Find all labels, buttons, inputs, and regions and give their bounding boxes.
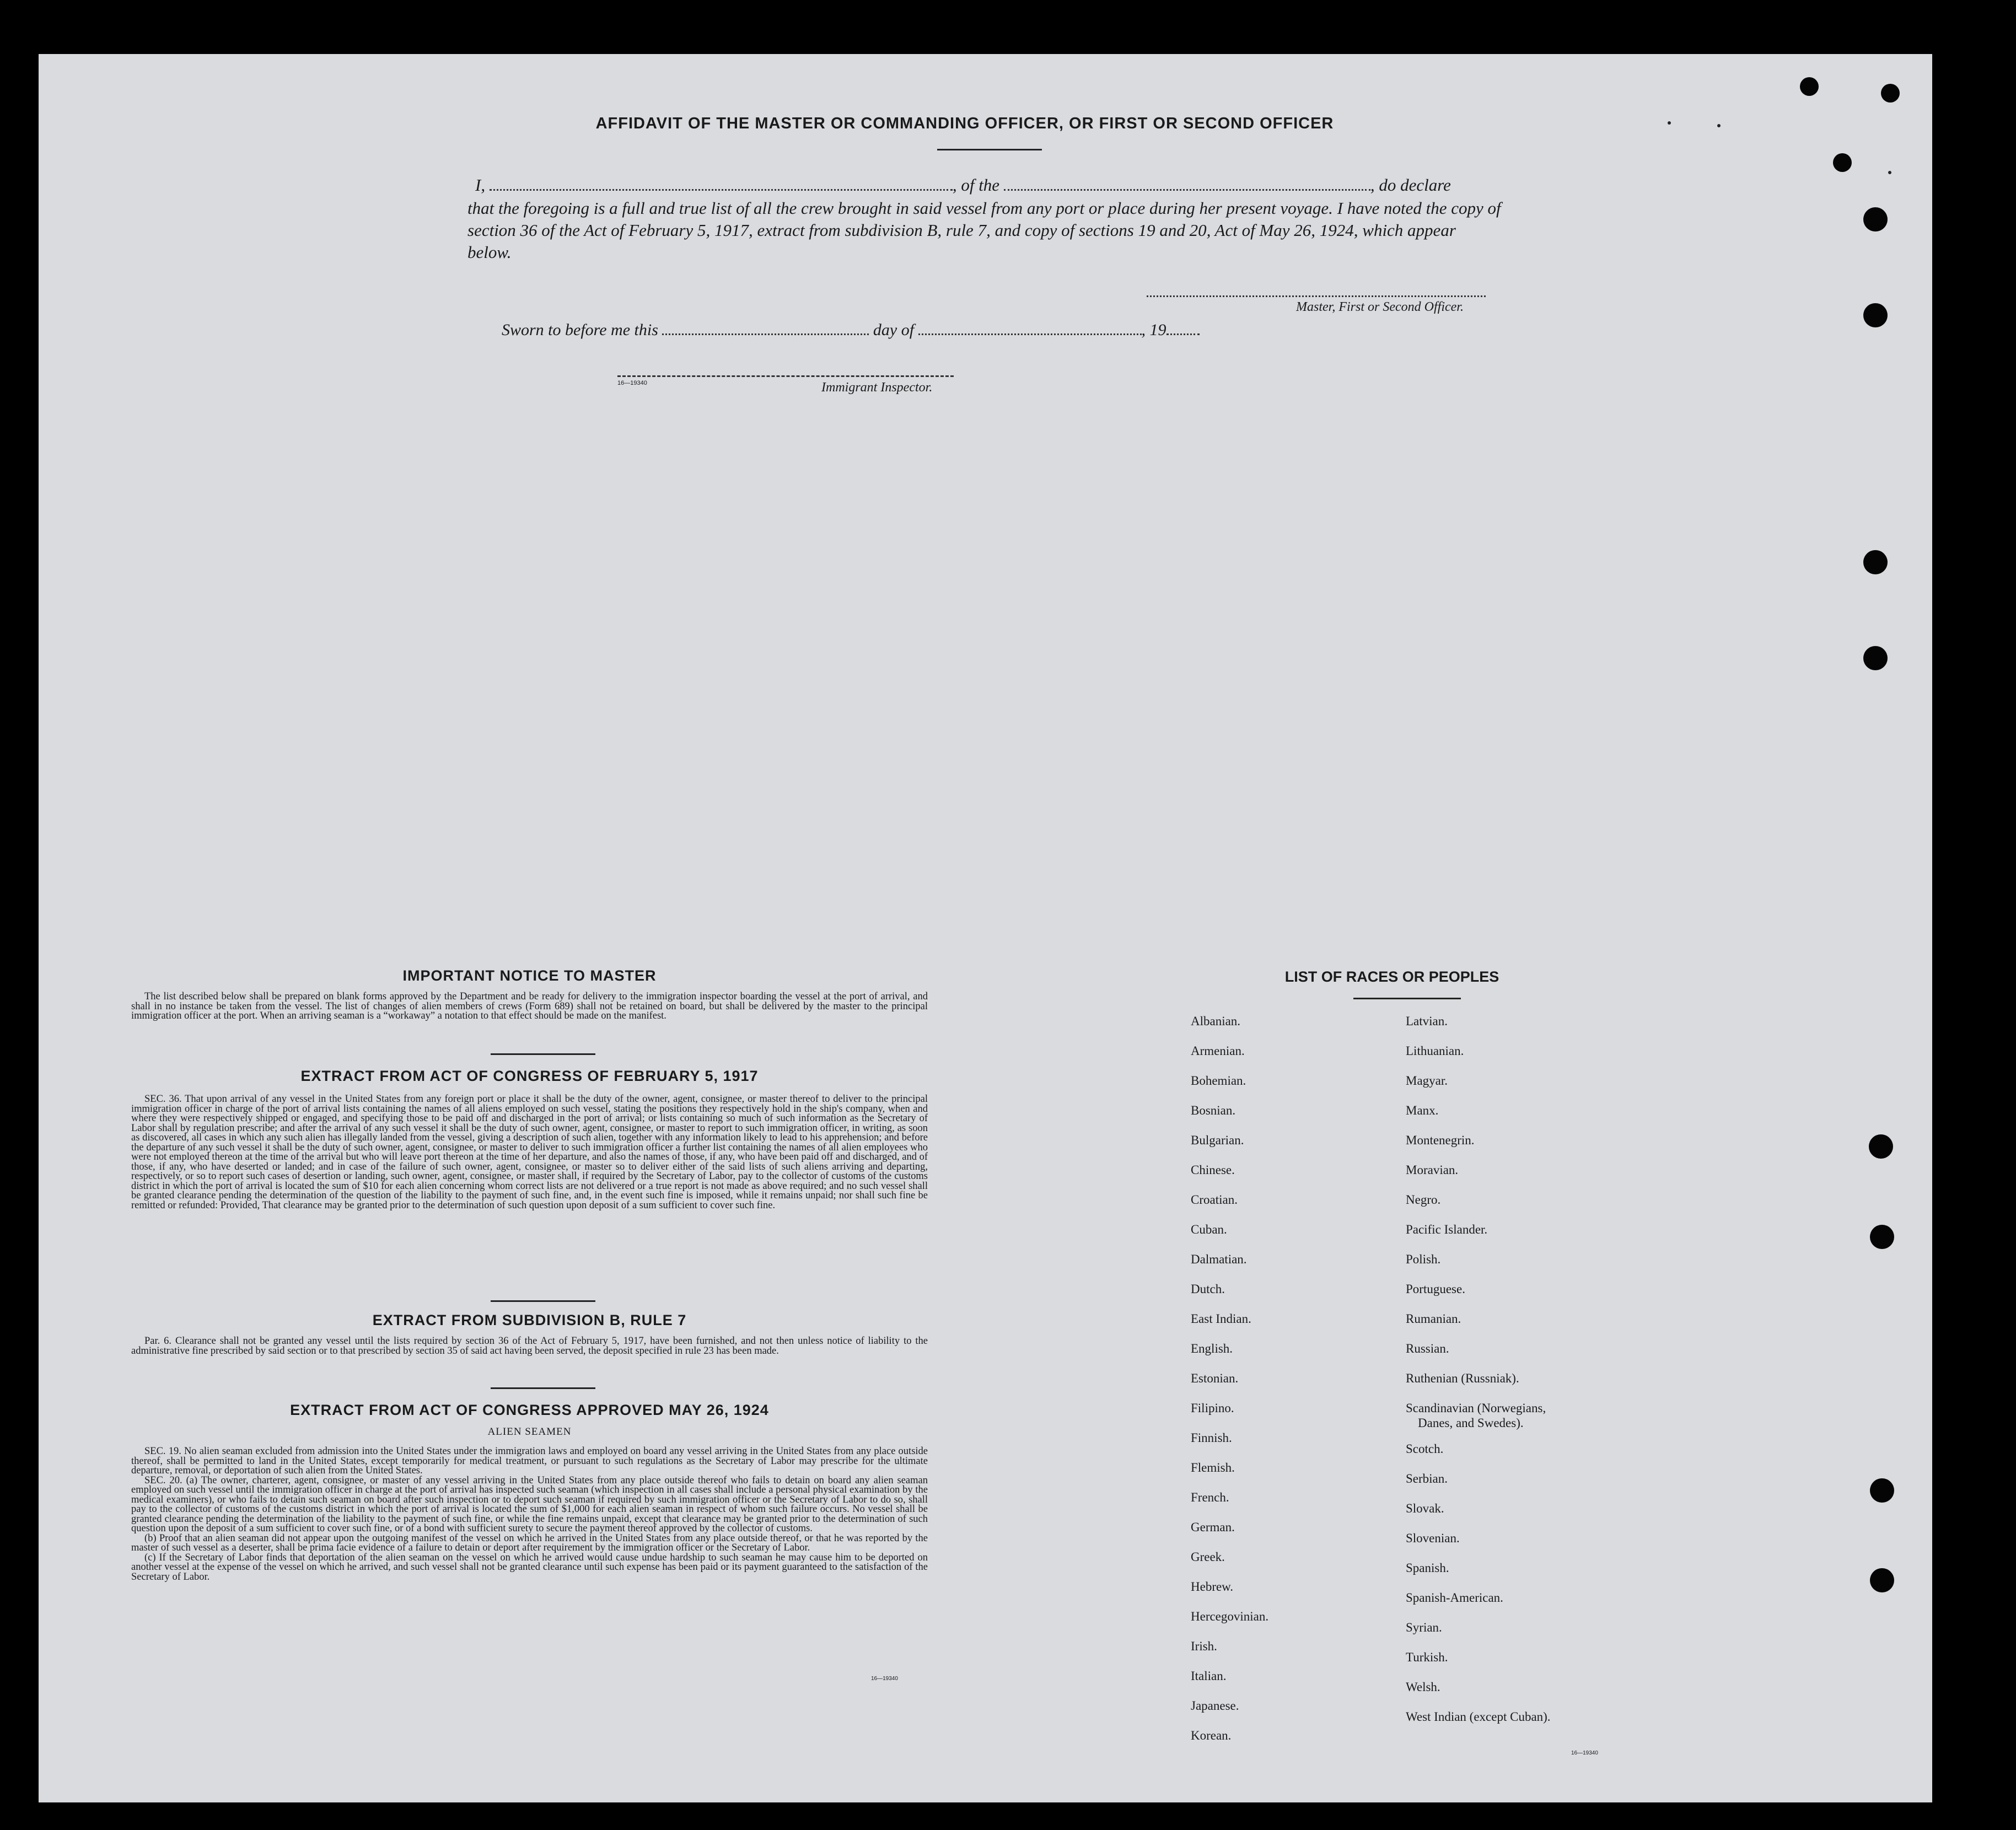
race-item: Pacific Islander. (1406, 1223, 1488, 1236)
declaration-text: that the foregoing is a full and true list of all the crew brought in said vessel from any port or place during her present voyage. I have noted the copy of section 36 of the Act of February 5, 1917, extract from subdivision B, rule 7, and copy of sections 19 and 20, Act of May 26, 1924, which appear below. (467, 198, 1501, 262)
race-item: Spanish-American. (1406, 1591, 1503, 1605)
punch-hole (1863, 646, 1888, 670)
punch-hole (1863, 550, 1888, 574)
declare-label: , do declare (1370, 175, 1451, 195)
race-item: Bohemian. (1191, 1074, 1246, 1088)
race-item: Finnish. (1191, 1431, 1232, 1445)
race-item: Scotch. (1406, 1442, 1444, 1456)
race-item: Magyar. (1406, 1074, 1448, 1088)
race-item: Danes, and Swedes). (1418, 1416, 1524, 1430)
race-item: Manx. (1406, 1104, 1439, 1117)
race-item: Rumanian. (1406, 1312, 1461, 1326)
sworn-prefix: Sworn to before me this (502, 321, 658, 339)
punch-hole (1863, 303, 1888, 327)
punch-hole (1833, 153, 1852, 172)
of-the-label: , of the (952, 175, 1000, 195)
race-item: Lithuanian. (1406, 1044, 1464, 1058)
section-divider (491, 1387, 595, 1389)
race-item: Turkish. (1406, 1650, 1448, 1664)
race-item: Russian. (1406, 1342, 1449, 1355)
sworn-line (502, 321, 1200, 340)
punch-hole (1800, 77, 1819, 96)
sec-20c-paragraph: (c) If the Secretary of Labor finds that deportation of the alien seaman on the vessel on which he arrived would cause undue hardship to such seaman he may cause him to be deported on another vessel at the expense of the vessel on which he arrived, and such vessel shall not be granted clearance until such expense has been paid or its payment guaranteed to the satisfaction of the Secretary of Labor. (131, 1552, 928, 1583)
punch-hole (1870, 1568, 1894, 1592)
race-item: Korean. (1191, 1729, 1232, 1742)
race-item: Moravian. (1406, 1163, 1459, 1177)
punch-hole (1870, 1225, 1894, 1249)
race-item: Bulgarian. (1191, 1133, 1244, 1147)
sworn-date-field[interactable] (662, 333, 869, 335)
sec-20b-paragraph: (b) Proof that an alien seaman did not appear upon the outgoing manifest of the vessel on which he arrived in the United States from any place outside thereof, or that he was reported by the master of such vessel as a deserter, shall be prima facie evidence of a failure to detain or deport after requirement by the immigration officer or the Secretary of Labor. (131, 1532, 928, 1553)
race-item: Spanish. (1406, 1561, 1449, 1575)
race-item: Montenegrin. (1406, 1133, 1475, 1147)
sworn-day-label: day of (873, 321, 915, 339)
races-title: LIST OF RACES OR PEOPLES (1284, 968, 1499, 985)
race-item: Dalmatian. (1191, 1252, 1247, 1266)
par-6-paragraph: Par. 6. Clearance shall not be granted any vessel until the lists required by section 36 of the Act of February 5, 1917, have been furnished, and not then unless notice of liability to the administrative fine prescribed by said section or to that prescribed by section 35 of said act having been served, the deposit specified in rule 23 has been made. (131, 1336, 928, 1357)
form-code: 16—19340 (871, 1676, 898, 1682)
title-rule (937, 149, 1042, 150)
race-item: East Indian. (1191, 1312, 1251, 1326)
sworn-year-label: , 19 (1141, 321, 1166, 339)
declaration-line (475, 175, 1506, 195)
race-item: Scandinavian (Norwegians, (1406, 1401, 1546, 1415)
vessel-name-field[interactable] (1004, 189, 1370, 191)
declarant-name-field[interactable] (490, 189, 953, 191)
race-item: Latvian. (1406, 1014, 1448, 1028)
race-item: Slovenian. (1406, 1531, 1460, 1545)
race-item: Chinese. (1191, 1163, 1235, 1177)
race-item: West Indian (except Cuban). (1406, 1710, 1551, 1724)
punch-hole (1870, 1478, 1894, 1503)
dust-speck (1888, 171, 1891, 174)
inspector-signature-field[interactable] (617, 375, 954, 377)
race-item: German. (1191, 1520, 1235, 1534)
rule-7-text (131, 1337, 928, 1356)
race-item: Negro. (1406, 1193, 1441, 1207)
inspector-label: Immigrant Inspector. (821, 380, 933, 395)
section-36-paragraph: SEC. 36. That upon arrival of any vessel in the United States from any foreign port or place it shall be the duty of the owner, agent, consignee, or master thereof to deliver to the principal immigration officer in charge of the port of arrival lists containing the names of all aliens employed on such vessel, stating the positions they respectively hold in the ship's company, when and where they were respectively shipped or engaged, and specifying those to be paid off and discharged in the port of arrival; or lists containing so much of such information as the Secretary of Labor shall by regulation prescribe; and after the arrival of any such vessel it shall be the duty of such owner, agent, consignee, or master to report to such immigration officer, in writing, as soon as discovered, all cases in which any such alien has illegally landed from the vessel, giving a description of such alien, together with any information likely to lead to his apprehension; and before the departure of any such vessel it shall be the duty of such owner, agent, consignee, or master to deliver to such immigration officer a further list containing the names of all alien employees who were not employed thereon at the time of the arrival but who will leave port thereon at the time of her departure, and also the names of those, if any, who have been paid off and discharged, and of those, if any, who have deserted or landed; and in case of the failure of such owner, agent, consignee, or master so to deliver either of the said lists of such aliens arriving and departing, respectively, or so to report such cases of desertion or landing, such owner, agent, consignee, or master shall, if required by the Secretary of Labor, pay to the collector of customs of the customs district in which the port of arrival is located the sum of $10 for each alien concerning whom correct lists are not delivered or a true report is not made as above required; and no such vessel shall be granted clearance pending the determination of the question of the liability to the payment of such fine, and, in the event such fine is imposed, while it remains unpaid; nor shall such fine be remitted or refunded: Provided, That clearance may be granted prior to the determination of such question upon deposit of a sum sufficient to cover such fine. (131, 1094, 928, 1211)
race-item: Albanian. (1191, 1014, 1241, 1028)
race-item: Dutch. (1191, 1282, 1225, 1296)
punch-hole (1869, 1134, 1893, 1159)
race-item: Estonian. (1191, 1371, 1239, 1385)
notice-text (131, 992, 928, 1021)
race-item: Hebrew. (1191, 1580, 1234, 1594)
race-item: Serbian. (1406, 1472, 1448, 1485)
race-item: Greek. (1191, 1550, 1225, 1564)
race-item: Flemish. (1191, 1461, 1235, 1474)
race-item: Portuguese. (1406, 1282, 1465, 1296)
form-code: 16—19340 (1571, 1750, 1598, 1756)
races-title-rule (1353, 998, 1461, 999)
race-item: Armenian. (1191, 1044, 1245, 1058)
race-item: Slovak. (1406, 1501, 1444, 1515)
affidavit-title: AFFIDAVIT OF THE MASTER OR COMMANDING OFFICER, OR FIRST OR SECOND OFFICER (595, 115, 1334, 132)
race-item: English. (1191, 1342, 1233, 1355)
extract-1924-title: EXTRACT FROM ACT OF CONGRESS APPROVED MAY 26, 1924 (290, 1402, 769, 1418)
race-item: Welsh. (1406, 1680, 1440, 1694)
extract-1924-text (131, 1447, 928, 1582)
race-item: Ruthenian (Russniak). (1406, 1371, 1519, 1385)
master-signature-field[interactable] (1147, 295, 1486, 297)
race-item: Cuban. (1191, 1223, 1227, 1236)
race-item: Syrian. (1406, 1621, 1442, 1634)
notice-title: IMPORTANT NOTICE TO MASTER (402, 967, 657, 984)
sworn-month-field[interactable] (918, 333, 1142, 335)
race-item: Italian. (1191, 1669, 1227, 1683)
race-item: Bosnian. (1191, 1104, 1236, 1117)
extract-1917-text (131, 1095, 928, 1210)
section-divider (491, 1053, 595, 1055)
alien-seamen-subtitle: ALIEN SEAMEN (487, 1426, 572, 1438)
sworn-year-field[interactable] (1166, 333, 1200, 335)
sec-19-paragraph: SEC. 19. No alien seaman excluded from admission into the United States under the immigration laws and employed on board any vessel arriving in the United States from any place outside thereof, shall be permitted to land in the United States, except temporarily for medical treatment, or pursuant to such regulations as the Secretary of Labor may prescribe for the ultimate departure, removal, or deportation of such alien from the United States. (131, 1446, 928, 1476)
dust-speck (1717, 124, 1721, 127)
race-item: Croatian. (1191, 1193, 1238, 1207)
master-signature-label: Master, First or Second Officer. (1296, 300, 1464, 314)
punch-hole (1863, 207, 1888, 232)
rule-7-title: EXTRACT FROM SUBDIVISION B, RULE 7 (372, 1312, 687, 1328)
declarant-prefix: I, (475, 175, 486, 195)
form-code: 16—19340 (617, 380, 647, 386)
race-item: Hercegovinian. (1191, 1610, 1269, 1623)
dust-speck (1668, 121, 1671, 125)
race-item: Polish. (1406, 1252, 1441, 1266)
punch-hole (1881, 84, 1900, 103)
race-item: Irish. (1191, 1639, 1217, 1653)
race-item: Japanese. (1191, 1699, 1239, 1713)
race-item: French. (1191, 1490, 1229, 1504)
extract-1917-title: EXTRACT FROM ACT OF CONGRESS OF FEBRUARY 5, 1917 (300, 1068, 759, 1084)
section-divider (491, 1300, 595, 1302)
sec-20a-paragraph: SEC. 20. (a) The owner, charterer, agent, consignee, or master of any vessel arriving in the United States from any place outside thereof who fails to detain on board any alien seaman employed on such vessel until the immigration officer in charge at the port of arrival has inspected such seaman (which inspection in all cases shall include a personal physical examination by the medical examiners), or who fails to detain such seaman on board after such inspection or to deport such seaman if required by such immigration officer or the Secretary of Labor to do so, shall pay to the collector of customs of the customs district in which the port of arrival is located the sum of $1,000 for each alien seaman in respect of whom such failure occurs. No vessel shall be granted clearance pending the determination of the liability to the payment of such fine, or while the fine remains unpaid, except that clearance may be granted prior to the determination of such question upon the deposit of a sum sufficient to cover such fine, or of a bond with sufficient surety to secure the payment thereof approved by the collector of customs. (131, 1474, 928, 1534)
race-item: Filipino. (1191, 1401, 1234, 1415)
notice-paragraph: The list described below shall be prepared on blank forms approved by the Department and be ready for delivery to the immigration inspector boarding the vessel at the port of arrival, and shall in no instance be taken from the vessel. The list of changes of alien members of crews (Form 689) shall not be retained on board, but shall be delivered by the master to the principal immigration officer at the port. When an arriving seaman is a “workaway” a notation to that effect should be made on the manifest. (131, 991, 928, 1021)
